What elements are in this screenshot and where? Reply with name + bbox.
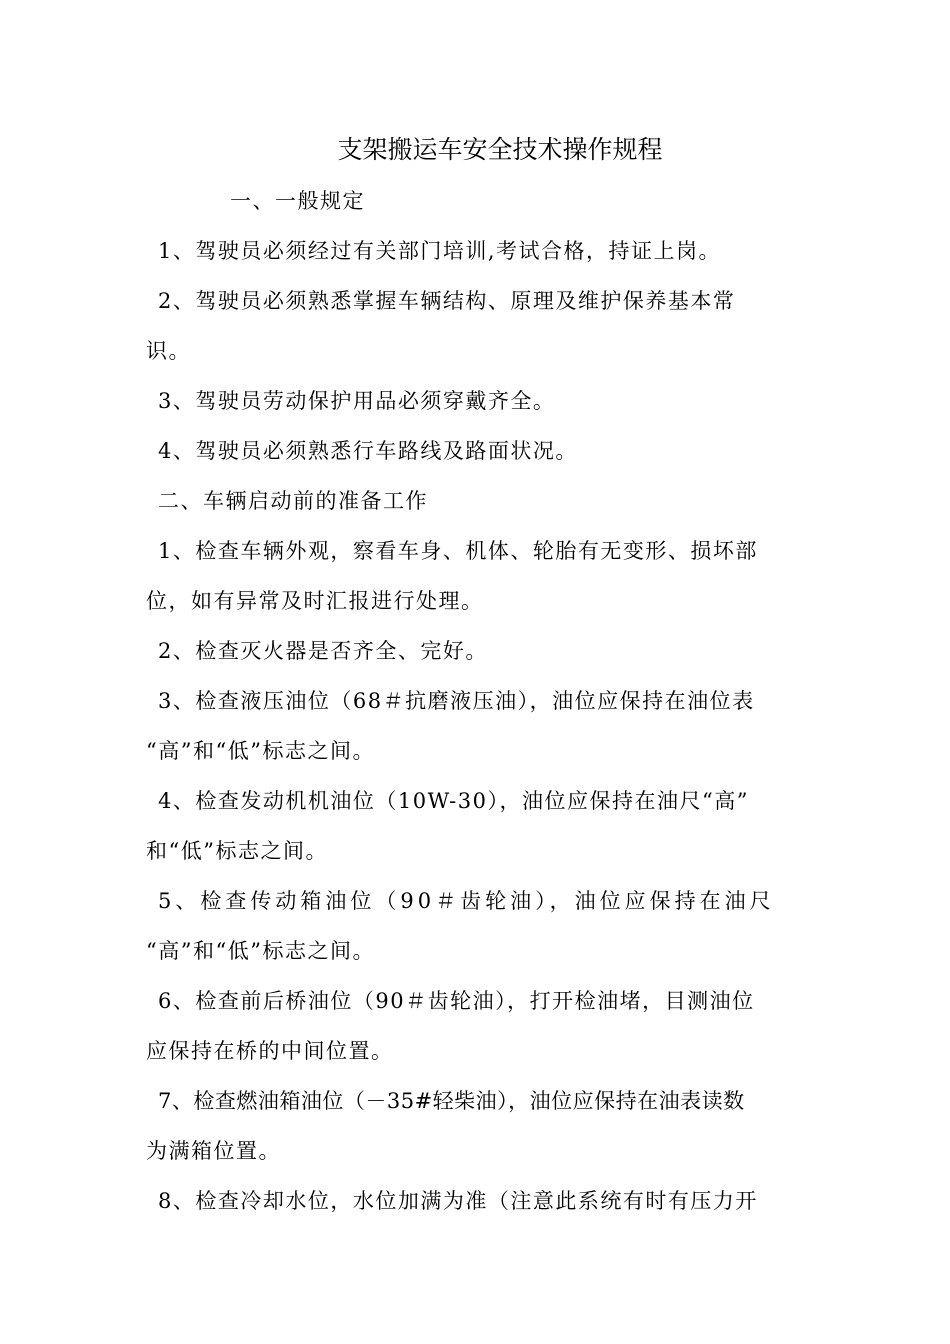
paragraph-line: 1、检查车辆外观，察看车身、机体、轮胎有无变形、损坏部 [158,539,758,563]
paragraph-line: 位，如有异常及时汇报进行处理。 [146,589,484,613]
paragraph-line: 识。 [146,339,191,363]
paragraph-line: 2、检查灭火器是否齐全、完好。 [158,639,488,663]
paragraph-line: 5、检查传动箱油位（90＃齿轮油），油位应保持在油尺 [158,889,775,913]
paragraph-line: 4、驾驶员必须熟悉行车路线及路面状况。 [158,439,578,463]
paragraph-line: “高”和“低”标志之间。 [146,939,375,963]
paragraph-line: 应保持在桥的中间位置。 [146,1039,394,1063]
section-heading-general: 一、一般规定 [230,189,365,213]
paragraph-line: 4、检查发动机机油位（10W-30），油位应保持在油尺“高” [158,789,749,813]
paragraph-line: “高”和“低”标志之间。 [146,739,375,763]
paragraph-line: 3、检查液压油位（68＃抗磨液压油），油位应保持在油位表 [158,689,755,713]
paragraph-line: 1、驾驶员必须经过有关部门培训,考试合格，持证上岗。 [158,239,722,263]
section-heading-prestart: 二、车辆启动前的准备工作 [158,489,428,513]
paragraph-line: 为满箱位置。 [146,1139,281,1163]
paragraph-line: 3、驾驶员劳动保护用品必须穿戴齐全。 [158,389,556,413]
paragraph-line: 8、检查冷却水位，水位加满为准（注意此系统有时有压力开 [158,1189,758,1213]
paragraph-line: 和“低”标志之间。 [146,839,328,863]
document-title: 支架搬运车安全技术操作规程 [337,135,663,164]
paragraph-line: 7、检查燃油箱油位（－35#轻柴油），油位应保持在油表读数 [158,1089,745,1113]
paragraph-line: 6、检查前后桥油位（90＃齿轮油），打开检油堵，目测油位 [158,989,755,1013]
paragraph-line: 2、驾驶员必须熟悉掌握车辆结构、原理及维护保养基本常 [158,289,736,313]
